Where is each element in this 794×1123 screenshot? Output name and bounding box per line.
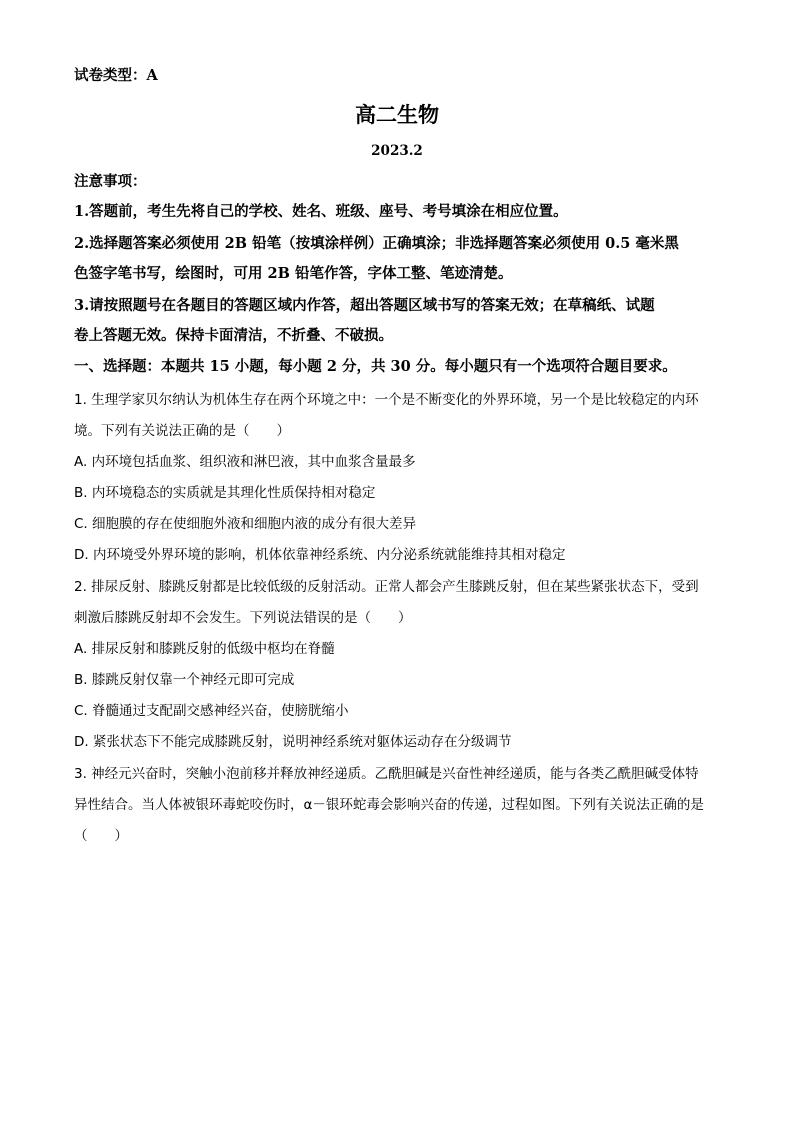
question-2-stem-line-2: 刺激后膝跳反射却不会发生。下列说法错误的是（ ） <box>74 610 412 626</box>
question-3-stem-line-2: 异性结合。当人体被银环毒蛇咬伤时，α－银环蛇毒会影响兴奋的传递，过程如图。下列有关说法正确的是 <box>74 797 704 813</box>
question-1-stem-line-1: 1. 生理学家贝尔纳认为机体生存在两个环境之中：一个是不断变化的外界环境，另一个是比较稳定的内环 <box>74 392 699 408</box>
question-1-option-a: A. 内环境包括血浆、组织液和淋巴液，其中血浆含量最多 <box>74 454 416 470</box>
question-1-option-c: C. 细胞膜的存在使细胞外液和细胞内液的成分有很大差异 <box>74 516 417 532</box>
notice-item-1: 1.答题前，考生先将自己的学校、姓名、班级、座号、考号填涂在相应位置。 <box>74 203 568 220</box>
notice-item-3-line-1: 3.请按照题号在各题目的答题区域内作答，超出答题区域书写的答案无效；在草稿纸、试题 <box>74 297 655 314</box>
question-2-option-a: A. 排尿反射和膝跳反射的低级中枢均在脊髓 <box>74 641 335 657</box>
section-1-heading: 一、选择题：本题共 15 小题，每小题 2 分，共 30 分。每小题只有一个选项符合题目要求。 <box>74 358 677 375</box>
question-3-stem-line-3: （ ） <box>74 828 128 844</box>
question-1-option-b: B. 内环境稳态的实质就是其理化性质保持相对稳定 <box>74 485 376 501</box>
notice-item-2-line-2: 色签字笔书写，绘图时，可用 2B 铅笔作答，字体工整、笔迹清楚。 <box>74 265 513 282</box>
question-2-stem-line-1: 2. 排尿反射、膝跳反射都是比较低级的反射活动。正常人都会产生膝跳反射，但在某些紧张状态下，受到 <box>74 579 699 595</box>
notice-item-2-line-1: 2.选择题答案必须使用 2B 铅笔（按填涂样例）正确填涂；非选择题答案必须使用 0.5 毫米黑 <box>74 235 679 252</box>
question-1-option-d: D. 内环境受外界环境的影响，机体依靠神经系统、内分泌系统就能维持其相对稳定 <box>74 547 566 563</box>
notice-item-3-line-2: 卷上答题无效。保持卡面清洁，不折叠、不破损。 <box>74 327 393 344</box>
question-2-option-c: C. 脊髓通过支配副交感神经兴奋，使膀胱缩小 <box>74 703 349 719</box>
question-3-stem-line-1: 3. 神经元兴奋时，突触小泡前移并释放神经递质。乙酰胆碱是兴奋性神经递质，能与各类乙酰胆碱受体特 <box>74 766 699 782</box>
paper-type-label: 试卷类型：A <box>74 67 158 84</box>
question-2-option-b: B. 膝跳反射仅靠一个神经元即可完成 <box>74 672 295 688</box>
exam-date: 2023.2 <box>371 143 423 159</box>
notice-heading: 注意事项： <box>74 173 147 190</box>
exam-title: 高二生物 <box>355 102 439 127</box>
question-2-option-d: D. 紧张状态下不能完成膝跳反射，说明神经系统对躯体运动存在分级调节 <box>74 734 512 750</box>
question-1-stem-line-2: 境。下列有关说法正确的是（ ） <box>74 423 290 439</box>
